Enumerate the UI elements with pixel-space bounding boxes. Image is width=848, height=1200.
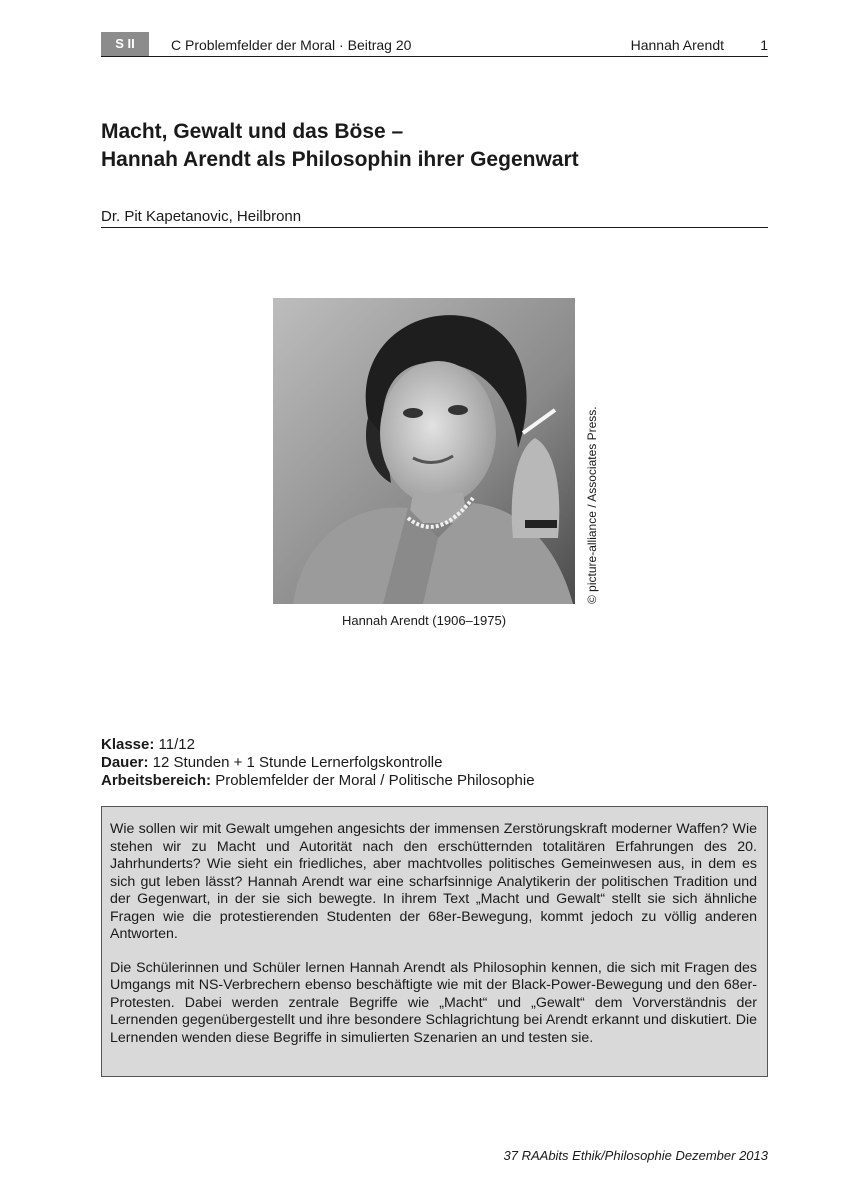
- title-line-2: Hannah Arendt als Philosophin ihrer Gegenwart: [101, 148, 579, 171]
- lesson-meta: [101, 736, 768, 790]
- page-title: [101, 118, 768, 174]
- footer-publication: 37 RAAbits Ethik/Philosophie Dezember 2013: [503, 1148, 768, 1163]
- summary-paragraph-2: Die Schülerinnen und Schüler lernen Hannah Arendt als Philosophin kennen, die sich mit Fragen des Umgangs mit NS-Verbrechern ebenso beschäftigte wie mit der Black-Power-Bewegung und den 68er-Protesten. Dabei werden zentrale Begriffe wie „Macht“ und „Gewalt“ dem Vorverständnis der Lernenden gegenübergestellt und ihre besondere Schlagrichtung bei Arendt erkannt und diskutiert. Die Lernenden wenden diese Begriffe in simulierten Szenarien an und testen sie.: [110, 959, 757, 1046]
- page-header: [101, 32, 768, 57]
- portrait-photo: [273, 298, 575, 604]
- meta-klasse: [101, 736, 768, 754]
- meta-dauer-label: Dauer:: [101, 754, 149, 771]
- meta-bereich-label: Arbeitsbereich:: [101, 772, 212, 789]
- photo-caption: Hannah Arendt (1906–1975): [341, 613, 507, 628]
- meta-klasse-value: 11/12: [154, 736, 195, 753]
- photo-credit-text: © picture-alliance / Associates Press.: [585, 406, 599, 604]
- meta-bereich: [101, 772, 768, 790]
- summary-box: [101, 806, 768, 1077]
- title-line-1: Macht, Gewalt und das Böse –: [101, 120, 404, 143]
- meta-dauer-value: 12 Stunden + 1 Stunde Lernerfolgskontrolle: [148, 754, 443, 771]
- portrait-illustration: [273, 298, 575, 604]
- summary-paragraph-1: Wie sollen wir mit Gewalt umgehen angesichts der immensen Zerstörungskraft moderner Waffen? Wie stehen wir zu Macht und Autorität nach den erschütternden totalitären Erfahrungen des 20. Jahrhunderts? Wie sieht ein friedliches, aber machtvolles politisches Gemeinwesen aus, in dem es sich gut leben lässt? Hannah Arendt war eine scharfsinnige Analytikerin der politischen Tradition und der Gegenwart, in der sie sich bewegte. In ihrem Text „Macht und Gewalt“ stellt sie sich ähnliche Fragen wie die protestierenden Studenten der 68er-Bewegung, kommt jedoch zu völlig anderen Antworten.: [110, 821, 757, 942]
- page-number: 1: [760, 37, 768, 53]
- meta-bereich-value: Problemfelder der Moral / Politische Philosophie: [211, 772, 535, 789]
- level-badge: S II: [101, 32, 149, 56]
- meta-klasse-label: Klasse:: [101, 736, 155, 753]
- header-author: Hannah Arendt: [630, 37, 724, 53]
- section-title: C Problemfelder der Moral · Beitrag 20: [171, 37, 412, 53]
- meta-dauer: [101, 754, 768, 772]
- byline: Dr. Pit Kapetanovic, Heilbronn: [101, 207, 768, 228]
